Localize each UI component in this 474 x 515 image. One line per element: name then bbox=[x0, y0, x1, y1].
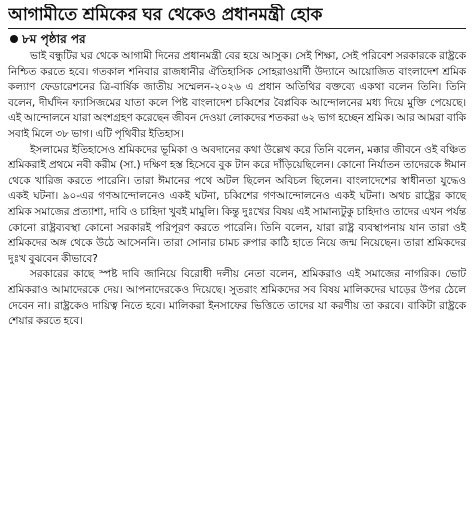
article-paragraph-1: ভাই বন্ধুটির ঘর থেকে আগামী দিনের প্রধানমন্ত্রী বের হয়ে আসুক। সেই শিক্ষা, সেই পরিবেশ সরকারকে রাষ্ট্রকে নিশ্চিত করতে হবে। গতকাল শনিবার রাজধানীর ঐতিহাসিক সোহরাওয়ার্দী উদ্যানে আয়োজিত বাংলাদেশ শ্রমিক কল্যাণ ফেডারেশনের ত্রি-বার্ষিক জাতীয় সম্মেলন-২০২৬ এ প্রধান অতিথির বক্তব্যে একথা বলেন তিনি। তিনি বলেন, দীর্ঘদিন ফ্যাসিজমের যাতা কলে পিষ্ট বাংলাদেশ চব্বিশের বৈপ্লবিক আন্দোলনের মধ্য দিয়ে মুক্তি পেয়েছে। এই আন্দোলনে যারা অংশগ্রহণ করেছেন জীবন দেওয়া লোকদের শতকরা ৬২ ভাগ হচ্ছেন শ্রমিক। আর আমরা বাকি সবাই মিলে ৩৮ ভাগ। এটি পৃথিবীর ইতিহাস। bbox=[8, 50, 466, 140]
bullet-icon bbox=[10, 35, 18, 43]
article-paragraph-3: সরকারের কাছে স্পষ্ট দাবি জানিয়ে বিরোধী দলীয় নেতা বলেন, শ্রমিকরাও এই সমাজের নাগরিক। ভোট শ্রমিকরাও আমাদেরকে দেয়। আপনাদেরকেও দিয়েছে। সুতরাং শ্রমিকদের সব বিষয় মালিকদের ঘাড়ের উপর ঠেলে দেবেন না। রাষ্ট্রকেও দায়িত্ব নিতে হবে। মালিকরা ইনসাফের ভিত্তিতে তাদের যা করণীয় তা করবে। বাকিটা রাষ্ট্রকে শেয়ার করতে হবে। bbox=[8, 268, 466, 328]
article-headline: আগামীতে শ্রমিকের ঘর থেকেও প্রধানমন্ত্রী হোক bbox=[8, 5, 323, 25]
continued-from-line bbox=[10, 31, 466, 47]
continued-from-text: ৮ম পৃষ্ঠার পর bbox=[22, 32, 86, 46]
headline-divider bbox=[8, 28, 466, 29]
article-paragraph-2: ইসলামের ইতিহাসেও শ্রমিকদের ভূমিকা ও অবদানের কথা উল্লেখ করে তিনি বলেন, মক্কার জীবনে ওই বঞ্চিত শ্রমিকরাই প্রথমে নবী করীম (সা.) দক্ষিণ হস্ত হিসেবে বুক টান করে দাঁড়িয়েছিলেন। কোনো নির্যাতন তাদেরকে ঈমান থেকে খারিজ করতে পারেনি। তারা ঈমানের পথে অটল ছিলেন অবিচল ছিলেন। বাংলাদেশের স্বাধীনতা যুদ্ধেও একই ঘটনা। ৯০-এর গণআন্দোলনেও একই ঘটনা, চব্বিশের গণআন্দোলনেও একই ঘটনা। অথচ রাষ্ট্রের কাছে শ্রমিক সমাজের প্রত্যাশা, দাবি ও চাহিদা খুবই মামুলি। কিন্তু দুঃখের বিষয় এই সামান্যটুকু চাহিদাও তাদের এখন পর্যন্ত কোনো রাষ্ট্রব্যবস্থা কোনো সরকারই পরিপূরণ করতে পারেনি। তিনি বলেন, যারা রাষ্ট্র ব্যবস্থাপনায় যান তারা ওই শ্রমিকদের অঙ্গ থেকে উঠে আসেননি। তারা সোনার চামচ রুপার কাঠি হাতে নিয়ে জন্ম নিয়েছেন। তারা শ্রমিকদের দুঃখ বুঝবেন কীভাবে? bbox=[8, 143, 466, 265]
